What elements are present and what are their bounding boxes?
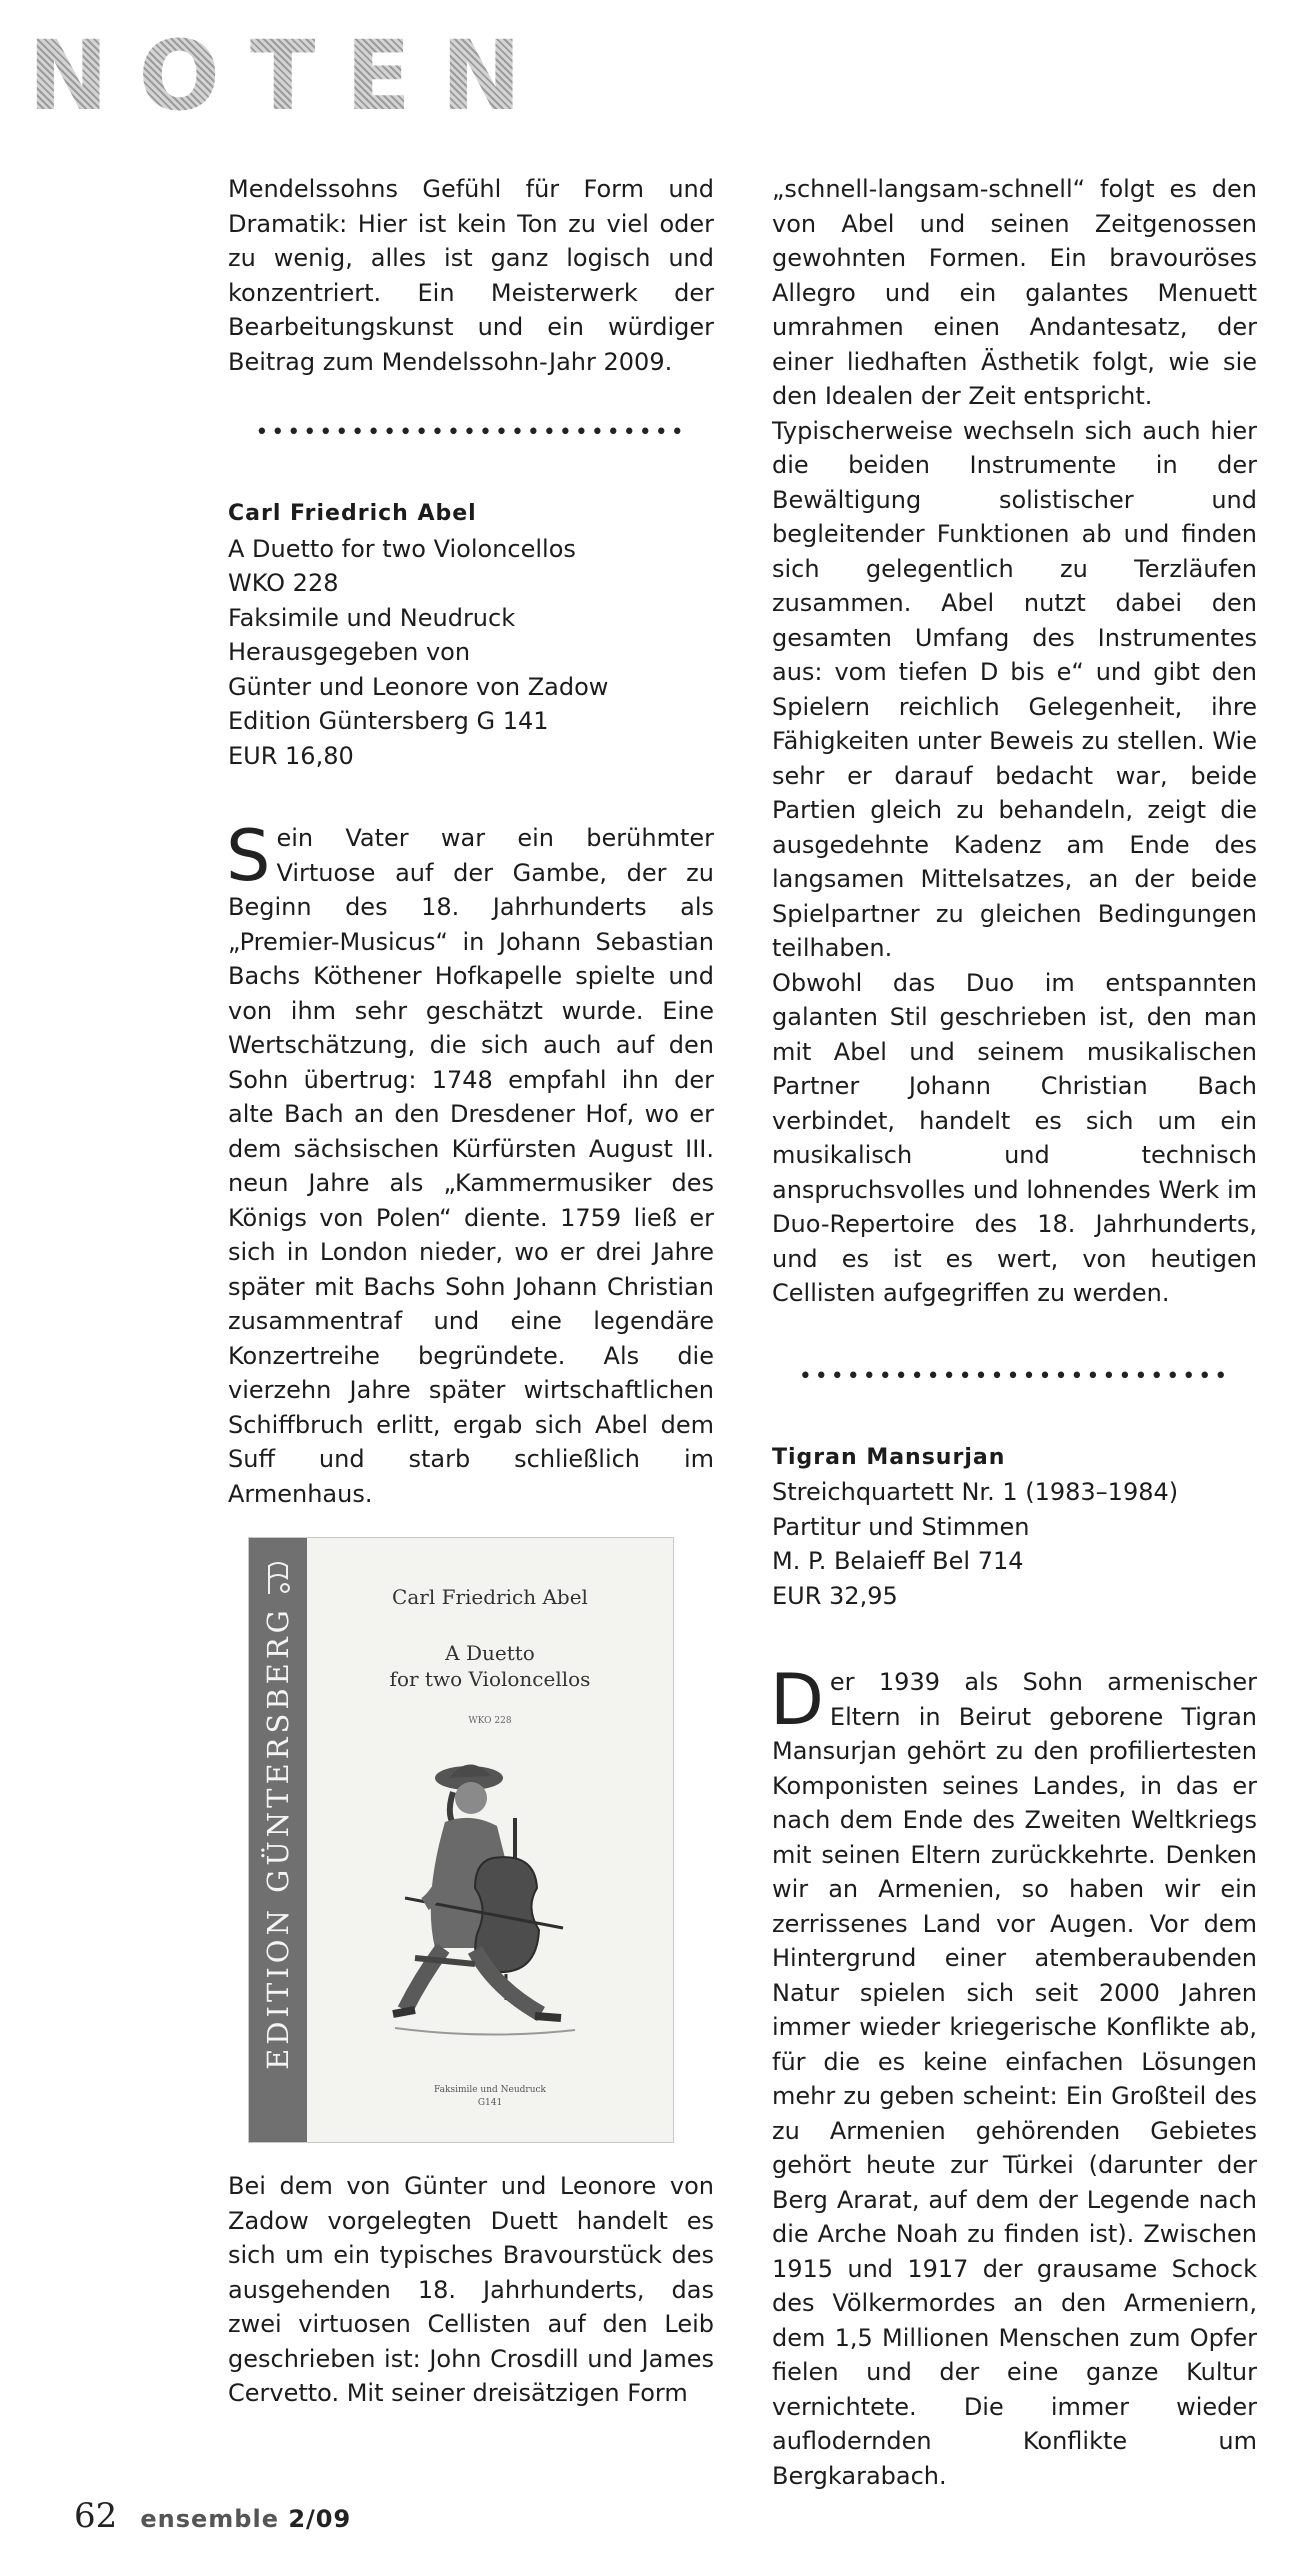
book-cover-image	[248, 1537, 674, 2143]
cover-author: Carl Friedrich Abel	[392, 1585, 588, 1609]
review-paragraph-5: Obwohl das Duo im entspannten galanten Stil geschrieben ist, den man mit Abel und seinem musikalischen Partner Johann Christian Bach verbindet, handelt es sich um ein musikalisch und technisch anspruchsvolles und lohnendes Werk im Duo-Repertoire des 18. Jahrhunderts, und es ist es wert, von heutigen Cellisten aufgegriffen zu werden.	[772, 968, 1257, 1307]
cellist-engraving-icon	[365, 1748, 605, 2048]
review-paragraph-3: „schnell-langsam-schnell“ folgt es den von Abel und seinen Zeitgenossen gewohnten Formen. Ein bravouröses Allegro und ein galantes Menuett umrahmen einen Andantesatz, der einer liedhaften Ästhetik folgt, wie sie den Idealen der Zeit entspricht.	[772, 175, 1257, 410]
cover-spine-text: EDITION GÜNTERSBERG	[260, 1606, 295, 2070]
entry-price: EUR 32,95	[772, 1581, 898, 1610]
right-column	[772, 172, 1257, 2493]
separator: •••••••••••••••••••••••••••	[798, 1363, 1231, 1389]
entry-edition-type: Faksimile und Neudruck	[228, 603, 516, 632]
cover-foot-line-2: G141	[477, 2098, 503, 2108]
review-paragraph-2: Bei dem von Günter und Leonore von Zadow vorgelegten Duett handelt es sich um ein typisches Bravourstück des ausgehenden 18. Jahrhunderts, das zwei virtuosen Cellisten auf den Leib geschrieben ist: John Crosdill und James Cervetto. Mit seiner dreisätzigen Form	[228, 2172, 714, 2407]
cover-title-line-1: A Duetto	[445, 1641, 535, 1665]
issue-number: 2/09	[288, 2505, 352, 2533]
entry-price: EUR 16,80	[228, 741, 354, 770]
entry-content: Partitur und Stimmen	[772, 1512, 1030, 1541]
entry-composer: Carl Friedrich Abel	[228, 501, 477, 526]
review-paragraph-1	[226, 815, 714, 1511]
review-text: ein Vater war ein berühmter Virtuose auf der Gambe, der zu Beginn des 18. Jahrhunderts als „Premier-Musicus“ in Johann Sebastian Bachs Köthener Hofkapelle spielte und von ihm sehr geschätzt wurde. Eine Wertschätzung, die sich auch auf den Sohn übertrug: 1748 empfahl ihn der alte Bach an den Dresdener Hof, wo er dem sächsischen Kürfürsten August III. neun Jahre als „Kammermusiker des Königs von Polen“ diente. 1759 ließ er sich in London nieder, wo er drei Jahre später mit Bachs Sohn Johann Christian zusammentraf und eine legendäre Konzertreihe begründete. Als die vierzehn Jahre später wirtschaftlichen Schiffbruch erlitt, ergab sich Abel dem Suff und starb schließlich im Armenhaus.	[228, 824, 714, 1508]
cover-catalog: WKO 228	[468, 1716, 512, 1726]
entry-publisher: Edition Güntersberg G 141	[228, 707, 549, 735]
left-column	[228, 172, 714, 2411]
cover-title	[307, 1640, 673, 1692]
magazine-name	[140, 2505, 351, 2533]
review-paragraph-4: Typischerweise wechseln sich auch hier die beiden Instrumente in der Bewältigung solistischer und begleitender Funktionen ab und finden sich gelegentlich zu Terzläufen zusammen. Abel nutzt dabei den gesamten Umfang des Instrumentes aus: vom tiefen D bis e“ und gibt den Spielern reichlich Gelegenheit, ihre Fähigkeiten unter Beweis zu stellen. Wie sehr er darauf bedacht war, beide Partien gleich zu behandeln, zeigt die ausgedehnte Kadenz am Ende des langsamen Mittelsatzes, an der beide Spielpartner zu gleichen Bedingungen teilhaben.	[772, 416, 1257, 962]
cover-foot-line-1: Faksimile und Neudruck	[434, 2085, 546, 2095]
entry-abel	[228, 497, 714, 773]
entry-edited-by: Herausgegeben von	[228, 638, 471, 666]
drop-cap: D	[770, 1659, 824, 1741]
entry-editors: Günter und Leonore von Zadow	[228, 672, 609, 701]
publisher-logo-icon	[263, 1558, 293, 1598]
cover-title-line-2: for two Violoncellos	[389, 1667, 591, 1691]
entry-composer: Tigran Mansurjan	[772, 1444, 1006, 1470]
intro-paragraph: Mendelssohns Gefühl für Form und Dramatik: Hier ist kein Ton zu viel oder zu wenig, alles ist ganz logisch und konzentriert. Ein Meisterwerk der Bearbeitungskunst und ein würdiger Beitrag zum Mendelssohn-Jahr 2009.	[228, 175, 714, 376]
review-text: er 1939 als Sohn armenischer Eltern in Beirut geborene Tigran Mansurjan gehört zu den profiliertesten Komponisten seines Landes, in das er nach dem Ende des Zweiten Weltkriegs mit seinen Eltern zurückkehrte. Denken wir an Armenien, so haben wir ein zerrissenes Land vor Augen. Vor dem Hintergrund einer atemberaubenden Natur spielen sich seit 2000 Jahren immer wieder kriegerische Konflikte ab, für die es keine einfachen Lösungen mehr zu geben scheint: Ein Großteil des zu Armenien gehörenden Gebietes gehört heute zur Türkei (darunter der Berg Ararat, auf dem der Legende nach die Arche Noah zu finden ist). Zwischen 1915 und 1917 der grausame Schock des Völkermordes an den Armeniern, dem 1,5 Millionen Menschen zum Opfer fielen und der eine ganze Kultur vernichtete. Die immer wieder auflodernden Konflikte um Bergkarabach.	[772, 1668, 1257, 2490]
cover-footnote	[307, 2084, 673, 2110]
entry-title: Streichquartett Nr. 1 (1983–1984)	[772, 1478, 1179, 1506]
entry-publisher: M. P. Belaieff Bel 714	[772, 1547, 1024, 1575]
separator: •••••••••••••••••••••••••••	[255, 420, 687, 445]
section-masthead: NOTEN	[28, 20, 552, 132]
cover-spine-band	[249, 1538, 307, 2142]
review-paragraph-6	[770, 1659, 1257, 2493]
page-footer	[74, 2496, 351, 2536]
drop-cap: S	[226, 815, 271, 897]
page-number: 62	[74, 2496, 118, 2536]
entry-title: A Duetto for two Violoncellos	[228, 534, 576, 563]
magazine-title: ensemble	[140, 2505, 279, 2533]
entry-mansurjan	[772, 1441, 1257, 1614]
entry-catalog: WKO 228	[228, 569, 339, 597]
